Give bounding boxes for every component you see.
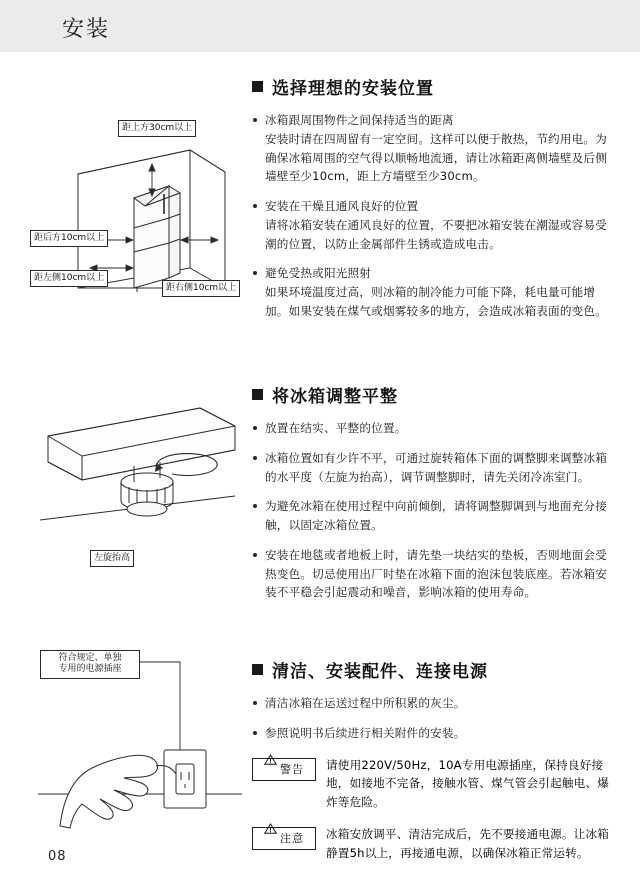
bullet-body: 安装在地毯或者地板上时，请先垫一块结实的垫板，否则地面会受热变色。切忌使用出厂时垫在冰箱下面的泡沫包装底座。若冰箱安装不平稳会引起震动和噪音，影响冰箱的使用寿命。 — [265, 547, 608, 600]
page-number: 08 — [48, 849, 67, 864]
section-location-title — [252, 74, 612, 99]
warning-tag — [252, 758, 316, 781]
caution-tag — [252, 827, 316, 850]
power-socket-label — [40, 650, 140, 679]
bullet-item — [252, 546, 612, 602]
bullet-body: 参照说明书后续进行相关附件的安装。 — [265, 725, 466, 740]
bullet-square-icon — [252, 664, 263, 675]
bullet-body: 如果环境温度过高，则冰箱的制冷能力可能下降，耗电量可能增加。如果安装在煤气或烟雾较多的地方，会造成冰箱表面的变色。 — [265, 285, 608, 319]
bullet-item — [252, 264, 612, 320]
bullet-body: 安装时请在四周留有一定空间。这样可以便于散热，节约用电。为确保冰箱周围的空气得以顺畅地流通，请让冰箱距离侧墙壁及后侧墙壁至少10cm，距上方墙壁至少30cm。 — [265, 131, 608, 184]
section-leveling-title — [252, 382, 612, 407]
caution-note — [252, 825, 612, 863]
bullet-lead: 避免受热或阳光照射 — [265, 266, 372, 281]
bullet-item — [252, 419, 612, 438]
bullet-body: 清洁冰箱在运送过程中所积累的灰尘。 — [265, 696, 466, 710]
clearance-label-back: 距后方10cm以上 — [30, 230, 108, 247]
section-power — [252, 657, 612, 862]
section-leveling-title-text: 将冰箱调整平整 — [272, 387, 398, 407]
section-location-title-text: 选择理想的安装位置 — [272, 79, 434, 99]
text-column — [252, 52, 612, 860]
section-leveling — [252, 382, 612, 613]
bullet-body: 放置在结实、平整的位置。 — [265, 421, 407, 435]
section-power-title-text: 清洁、安装配件、连接电源 — [272, 662, 488, 682]
bullet-square-icon — [252, 81, 263, 92]
bullet-body: 为避免冰箱在使用过程中向前倾倒，请将调整脚调到与地面充分接触，以固定冰箱位置。 — [265, 499, 608, 533]
figures-column — [30, 52, 250, 842]
bullet-lead: 冰箱跟周围物件之间保持适当的距离 — [265, 113, 454, 127]
bullet-square-icon — [252, 389, 263, 400]
power-socket-label-line2: 专用的电源插座 — [58, 664, 122, 675]
warning-tag-label: 警告 — [280, 763, 304, 777]
warning-triangle-icon — [264, 764, 276, 774]
section-location — [252, 74, 612, 332]
clearance-label-left: 距左侧10cm以上 — [30, 270, 108, 287]
section-power-title — [252, 657, 612, 682]
page-title: 安装 — [62, 17, 111, 42]
power-socket-label-line1: 符合规定、单独 — [58, 653, 122, 663]
warning-text: 请使用220V/50Hz，10A专用电源插座，保持良好接地，如接地不完备，接触水管、煤气管会引起触电、爆炸等危险。 — [326, 757, 610, 810]
bullet-item — [252, 449, 612, 487]
warning-note — [252, 756, 612, 812]
bullet-lead: 安装在干燥且通风良好的位置 — [265, 199, 419, 214]
bullet-body: 冰箱位置如有少许不平，可通过旋转箱体下面的调整脚来调整冰箱的水平度（左旋为抬高），调节调整脚时，请先关闭冷冻室门。 — [265, 450, 608, 484]
caution-triangle-icon — [264, 833, 276, 843]
caution-text: 冰箱安放调平、清洁完成后，先不要接通电源。让冰箱静置5h以上，再接通电源，以确保冰箱正常运转。 — [326, 826, 610, 860]
clearance-label-right: 距右侧10cm以上 — [162, 280, 240, 297]
bullet-item — [252, 694, 612, 713]
bullet-item — [252, 724, 612, 743]
leveling-foot-diagram — [30, 370, 250, 570]
page-header — [0, 0, 640, 52]
clearance-label-top: 距上方30cm以上 — [118, 120, 196, 137]
caution-tag-label: 注意 — [280, 832, 304, 846]
leveling-foot-label: 左旋抬高 — [90, 550, 134, 567]
bullet-item — [252, 197, 612, 253]
bullet-item — [252, 497, 612, 535]
bullet-item — [252, 111, 612, 186]
bullet-body: 请将冰箱安装在通风良好的位置，不要把冰箱安装在潮湿或容易受潮的位置，以防止金属部件生锈或造成电击。 — [265, 217, 608, 251]
